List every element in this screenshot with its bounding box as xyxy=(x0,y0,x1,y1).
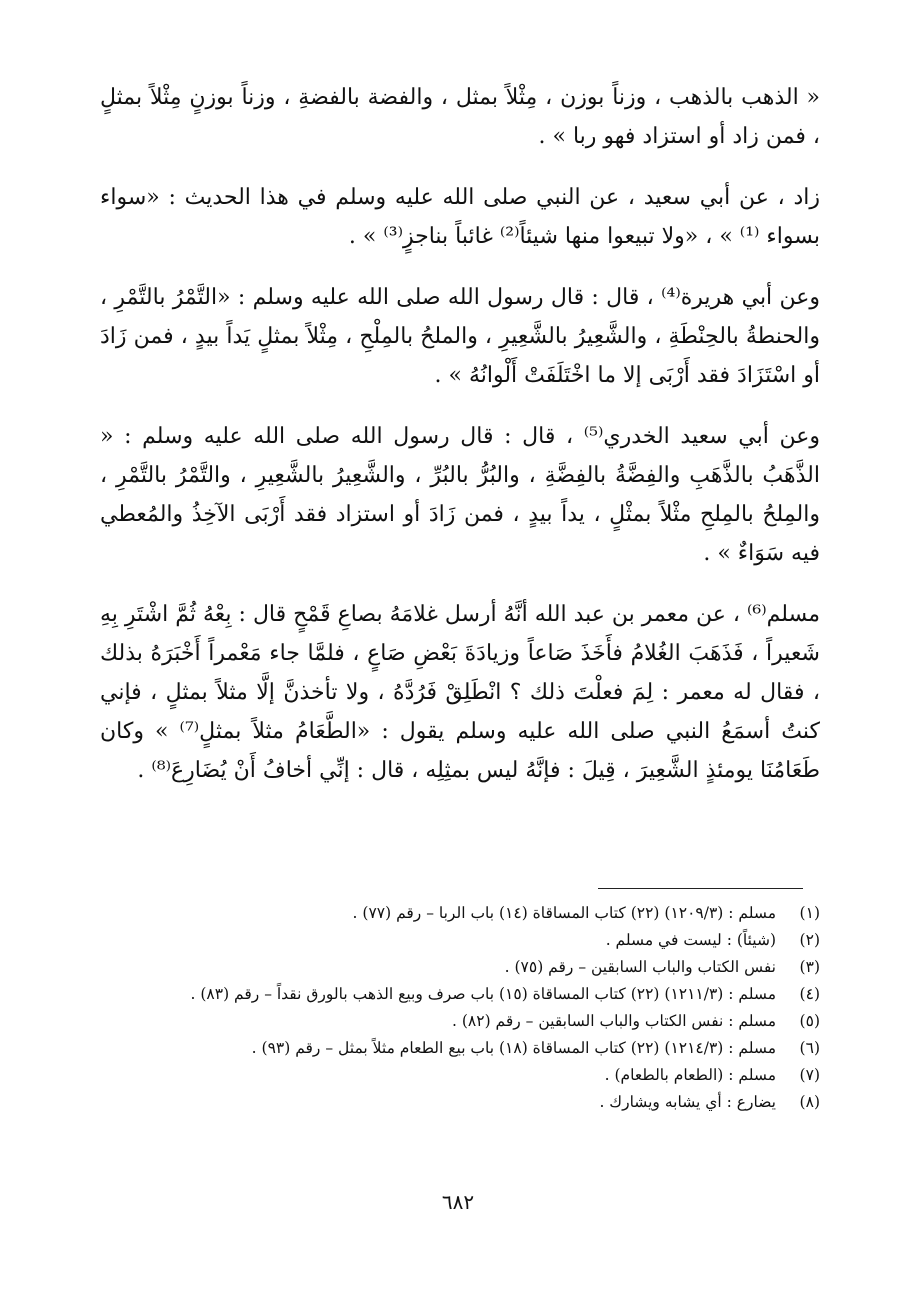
footnote xyxy=(100,981,820,1008)
paragraph-abu-said-addition: زاد ، عن أبي سعيد ، عن النبي صلى الله عليه وسلم في هذا الحديث : «سواء بسواء ⁽¹⁾ » ، «ولا تبيعوا منها شيئاً⁽²⁾ غائباً بناجزٍ⁽³⁾ » . xyxy=(100,185,820,249)
footnote-text: يضارع : أي يشابه ويشارك . xyxy=(599,1093,776,1111)
footnote xyxy=(100,1035,820,1062)
footnote xyxy=(100,900,820,927)
footnote-number: (١) xyxy=(799,904,820,922)
footnote xyxy=(100,954,820,981)
footnotes xyxy=(100,900,820,1116)
footnote-text: (شيئاً) : ليست في مسلم . xyxy=(605,931,776,949)
footnote-text: مسلم : نفس الكتاب والباب السابقين – رقم (٨٢) . xyxy=(452,1012,776,1030)
paragraph-abu-said-khudri: وعن أبي سعيد الخدري⁽⁵⁾ ، قال : قال رسول الله صلى الله عليه وسلم : « الذَّهَبُ بالذَّهَبِ والفِضَّةُ بالفِضَّةِ ، والبُرُّ بالبُرِّ ، والشَّعِيرُ بالشَّعِيرِ ، والتَّمْرُ بالتَّمْرِ ، والمِلحُ بالمِلحِ مثْلاً بمثْلٍ ، يداً بيدٍ ، فمن زَادَ أو استزاد فقد أَرْبَى الآخِذُ والمُعطي فيه سَوَاءٌ » . xyxy=(100,424,820,566)
footnote-number: (٧) xyxy=(799,1066,820,1084)
footnote-number: (٦) xyxy=(799,1039,820,1057)
footnote-number: (٤) xyxy=(799,985,820,1003)
paragraph-hadith-gold: « الذهب بالذهب ، وزناً بوزن ، مِثْلاً بمثل ، والفضة بالفضةِ ، وزناً بوزنٍ مِثْلاً بمثلٍ ، فمن زاد أو استزاد فهو ربا » . xyxy=(100,85,820,149)
footnote-text: مسلم : (١٢١١/٣) (٢٢) كتاب المساقاة (١٥) باب صرف وبيع الذهب بالورق نقداً – رقم (٨٣) . xyxy=(190,985,776,1003)
footnote-number: (٣) xyxy=(799,958,820,976)
main-text xyxy=(100,78,820,790)
footnote-text: مسلم : (الطعام بالطعام) . xyxy=(604,1066,776,1084)
footnote xyxy=(100,1089,820,1116)
footnote-number: (٨) xyxy=(799,1093,820,1111)
footnote xyxy=(100,927,820,954)
footnote-text: مسلم : (١٢١٤/٣) (٢٢) كتاب المساقاة (١٨) باب بيع الطعام مثلاً بمثل – رقم (٩٣) . xyxy=(251,1039,776,1057)
footnote xyxy=(100,1062,820,1089)
page-number: ٦٨٢ xyxy=(441,1190,475,1214)
paragraph-abu-hurayra: وعن أبي هريرة⁽⁴⁾ ، قال : قال رسول الله صلى الله عليه وسلم : «التَّمْرُ بالتَّمْرِ ، والحنطةُ بالحِنْطَةِ ، والشَّعِيرُ بالشَّعِيرِ ، والملحُ بالمِلْحِ ، مِثْلاً بمثلٍ يَداً بيدٍ ، فمن زَادَ أو اسْتَزَادَ فقد أَرْبَى إلا ما اخْتَلَفَتْ أَلْوانُهُ » . xyxy=(100,285,820,388)
paragraph-muslim-mamar: مسلم⁽⁶⁾ ، عن معمر بن عبد الله أنَّهُ أرسل غلامَهُ بصاعِ قَمْحٍ قال : بِعْهُ ثُمَّ اشْتَرِ بِهِ شَعيراً ، فَذَهَبَ الغُلامُ فأَخَذَ صَاعاً وزيادَةَ بَعْضِ صَاعٍ ، فلمَّا جاء مَعْمراً أَخْبَرَهُ بذلك ، فقال له معمر : لِمَ فعلْتَ ذلك ؟ انْطَلِقْ فَرُدَّهُ ، ولا تأخذنَّ إلَّا مثلاً بمثلٍ ، فإني كنتُ أسمَعُ النبي صلى الله عليه وسلم يقول : «الطَّعَامُ مثلاً بمثلٍ⁽⁷⁾ » وكان طَعَامُنَا يومئذٍ الشَّعِيرَ ، قِيلَ : فإنَّهُ ليس بمثِلِه ، قال : إنِّي أخافُ أَنْ يُضَارِعَ⁽⁸⁾ . xyxy=(100,602,820,783)
footnote-separator xyxy=(598,888,803,889)
footnote-text: مسلم : (١٢٠٩/٣) (٢٢) كتاب المساقاة (١٤) باب الربا – رقم (٧٧) . xyxy=(352,904,776,922)
footnote-number: (٥) xyxy=(799,1012,820,1030)
footnote xyxy=(100,1008,820,1035)
footnote-text: نفس الكتاب والباب السابقين – رقم (٧٥) . xyxy=(504,958,776,976)
footnote-number: (٢) xyxy=(799,931,820,949)
